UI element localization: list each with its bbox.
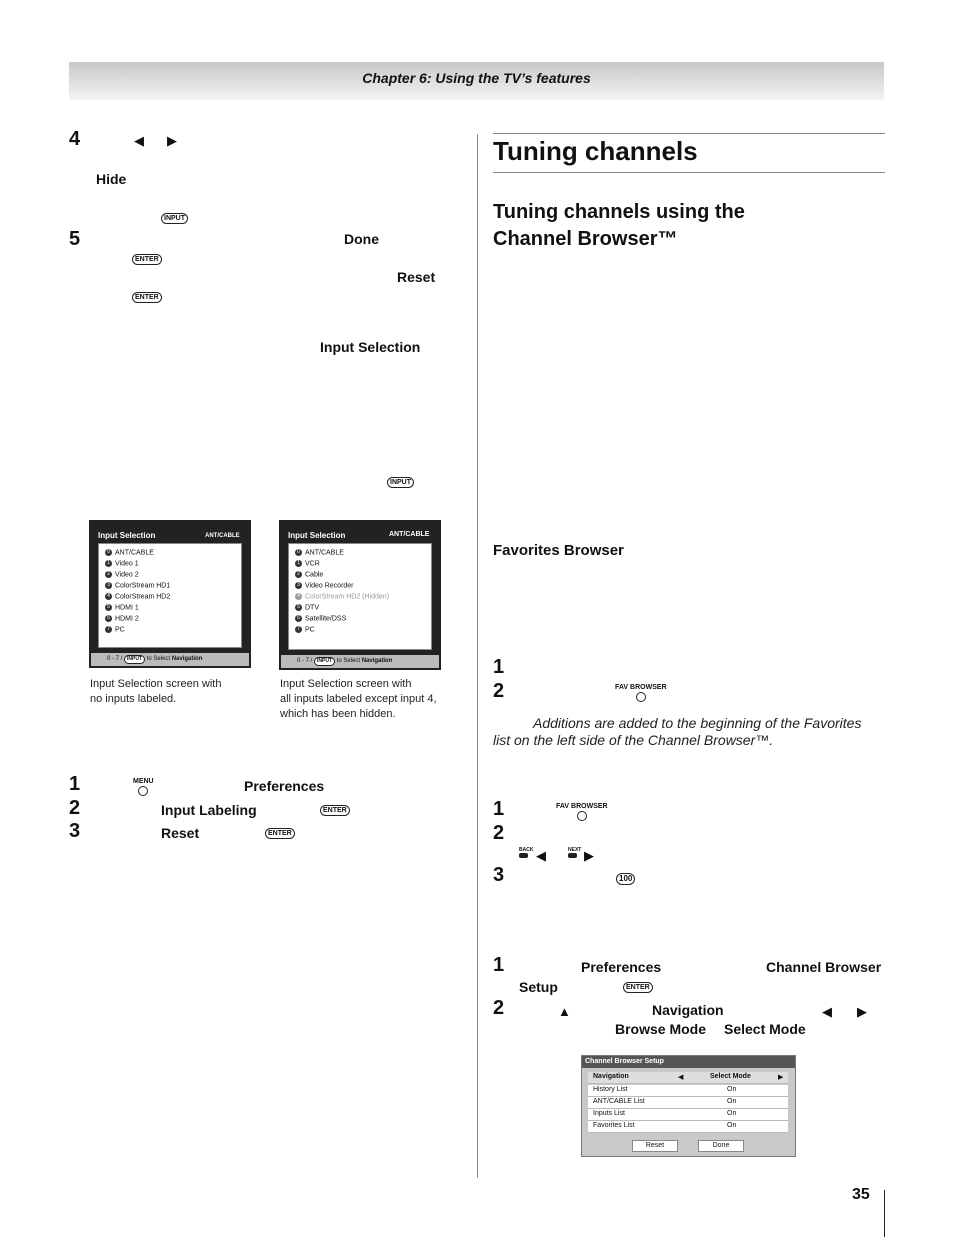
screen-2-caption: Input Selection screen with all inputs labeled except input 4, which has been hidden. [280,678,437,720]
step-5-number: 5 [69,228,81,250]
input-selection-screen-1 [89,520,251,668]
list-item: 2 Cable [295,571,323,578]
input-labeling-label: Input Labeling [161,802,257,818]
navigation-label: Navigation [652,1002,724,1018]
input-selection-screen-2 [279,520,441,670]
reset-label-2: Reset [161,825,200,841]
section-title: Tuning channels [493,136,698,166]
chapter-header: Chapter 6: Using the TV’s features [362,70,591,86]
list-item: 6 Satellite/DSS [295,615,346,622]
column-divider [477,134,478,1178]
list-item: 1 Video 1 [105,560,139,567]
favorites-note: Additions are added to the beginning of the Favorites list on the left side of the Channel Browser™. [493,715,862,748]
up-arrow-icon: ▲ [558,1004,571,1019]
screen-source: ANT/CABLE [205,533,240,539]
reset-step-3-number: 3 [69,820,81,842]
left-arrow-icon: ◀ [678,1074,684,1081]
list-item: 0 ANT/CABLE [295,549,344,556]
channel-browser-label: Channel Browser [766,959,882,975]
favorites-browser-heading: Favorites Browser [493,542,624,559]
setup-step-1-number: 1 [493,954,505,976]
screen-title: Input Selection [98,531,156,540]
channel-browser-setup-screen [581,1055,796,1157]
menu-button-icon: MENU [133,778,154,796]
done-label: Done [344,231,379,247]
fav-step-2-number: 2 [493,680,505,702]
hide-label: Hide [96,171,127,187]
reset-label: Reset [397,269,436,285]
reset-button: Reset [632,1140,678,1152]
preferences-label-2: Preferences [581,959,662,975]
setting-row: Favorites List On [588,1121,788,1133]
left-arrow-icon: ◀ [134,133,144,148]
list-item: 3 Video Recorder [295,582,354,589]
step-4-number: 4 [69,128,81,150]
enter-button-icon-5: ENTER [623,982,653,993]
screen-1-caption: Input Selection screen with no inputs labeled. [90,678,222,705]
reset-step-2-number: 2 [69,797,81,819]
list-item: 5 DTV [295,604,319,611]
input-button-icon: INPUT [161,213,188,224]
setup-label: Setup [519,979,558,995]
browse-step-3-number: 3 [493,864,505,886]
setting-row: History List On [588,1085,788,1097]
subsection-title: Tuning channels using the Channel Browser™ [493,201,745,250]
list-item: 7 PC [295,626,315,633]
enter-button-icon-2: ENTER [132,292,162,303]
screen-footer: 0 - 7 / INPUT to Select Navigation [281,655,439,668]
setting-row-navigation: Navigation ◀ Select Mode ▶ [588,1072,788,1084]
browse-step-2-number: 2 [493,822,505,844]
list-item: 3 ColorStream HD1 [105,582,170,589]
input-button-icon-2: INPUT [387,477,414,488]
back-button-icon: BACK [519,847,533,858]
fav-browser-button-icon: FAV BROWSER [615,684,667,702]
setup-step-2-number: 2 [493,997,505,1019]
right-arrow-icon: ▶ [167,133,177,148]
title-rule-top [493,133,885,134]
preferences-label: Preferences [244,778,325,794]
fav-step-1-number: 1 [493,656,505,678]
done-button: Done [698,1140,744,1152]
screen-footer: 0 - 7 / INPUT to Select Navigation [91,653,249,666]
list-item: 5 HDMI 1 [105,604,139,611]
reset-step-1-number: 1 [69,773,81,795]
next-button-icon: NEXT [568,847,581,858]
input-selection-ref: Input Selection [320,339,421,355]
screen-source: ANT/CABLE [389,531,430,538]
right-arrow-icon-2: ▶ [584,848,594,863]
enter-button-icon-3: ENTER [320,805,350,816]
list-item: 2 Video 2 [105,571,139,578]
page-edge-rule [884,1190,885,1237]
screen-title: Channel Browser Setup [582,1056,795,1068]
left-arrow-icon-2: ◀ [536,848,546,863]
list-item-hidden: 4 ColorStream HD2 (Hidden) [295,593,389,600]
fav-browser-button-icon-2: FAV BROWSER [556,803,608,821]
browse-mode-label: Browse Mode [615,1021,707,1037]
page-number: 35 [852,1186,870,1203]
setting-row: Inputs List On [588,1109,788,1121]
title-rule-bottom [493,172,885,173]
enter-button-icon: ENTER [132,254,162,265]
select-mode-label: Select Mode [724,1021,806,1037]
list-item: 1 VCR [295,560,320,567]
list-item: 6 HDMI 2 [105,615,139,622]
list-item: 7 PC [105,626,125,633]
list-item: 0 ANT/CABLE [105,549,154,556]
browse-step-1-number: 1 [493,798,505,820]
enter-button-icon-4: ENTER [265,828,295,839]
screen-title: Input Selection [288,531,346,540]
hundred-button-icon: 100 [616,873,635,885]
left-arrow-icon-3: ◀ [822,1004,832,1019]
right-arrow-icon-3: ▶ [857,1004,867,1019]
right-arrow-icon: ▶ [778,1074,784,1081]
list-item: 4 ColorStream HD2 [105,593,170,600]
setting-row: ANT/CABLE List On [588,1097,788,1109]
